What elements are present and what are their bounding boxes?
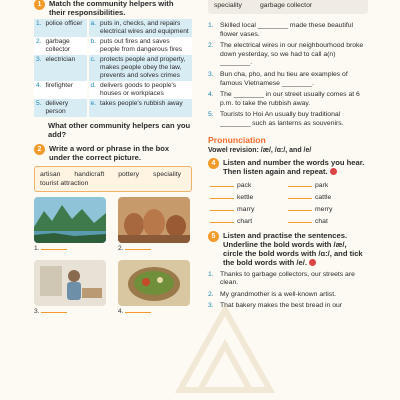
exercise-5-badge: 5 [208,231,219,242]
word-box-item: artisan [40,171,61,178]
photo-pottery [118,197,190,243]
word-pairs [210,180,368,225]
exercise-1-badge: 1 [34,0,45,10]
exercise-5-title: Listen and practise the sentences. Underline the bold words with /æ/, circle the bold words with /ɑ:/, and tick the bold words with /e/. [223,230,363,267]
exercise-2-badge: 2 [34,144,45,155]
sentence-item: 3. Bun cha, pho, and hu tieu are examples of famous Vietnamese ________. [208,70,348,87]
matching-row [34,99,192,117]
photo-bay-landscape [34,197,106,243]
word-pair-item: merry [288,204,366,213]
word-box-item: speciality [214,2,242,9]
number-blank[interactable] [288,192,312,199]
sentence-item: 2. My grandmother is a well-known artist. [208,290,336,298]
responsibility-text: delivers goods to people's houses or workplaces [98,81,192,99]
exercise-1-heading [34,0,192,17]
right-word-box [208,0,368,14]
vowel-revision-label: Vowel revision: /æ/, /ɑ:/, and /e/ [208,146,312,154]
helper-name: electrician [44,55,88,81]
answer-blank[interactable] [125,243,151,250]
word-box-item: handicraft [74,171,105,178]
word-pair-item: park [288,180,366,189]
helper-name: police officer [44,19,88,37]
matching-table [34,19,192,117]
responsibility-letter: b. [88,37,99,55]
word-box-item: garbage collector [259,2,313,9]
responsibility-letter: d. [88,81,99,99]
helper-number: 2. [34,37,44,55]
responsibility-letter: e. [88,99,99,117]
responsibility-text: puts in, checks, and repairs electrical wires and equipment [98,19,192,37]
word-pair-item: cattle [288,192,366,201]
helper-name: delivery person [44,99,88,117]
number-blank[interactable] [288,204,312,211]
followup-question: What other community helpers can you add? [48,121,191,139]
pronunciation-title: Pronunciation [208,134,266,145]
left-column [34,0,192,317]
word-pair-item: chat [288,216,366,225]
answer-blank[interactable] [41,306,67,313]
helper-name: firefighter [44,81,88,99]
number-blank[interactable] [288,216,312,223]
photo-caption: 1. [34,243,106,254]
word-box [34,166,192,192]
number-blank[interactable] [288,180,312,187]
word-box-item: pottery [118,171,140,178]
word-pair-item: chart [210,216,288,225]
exercise-4-title: Listen and number the words you hear. Then listen again and repeat. [223,157,365,176]
word-pair-item: marry [210,204,288,213]
exercise-4-badge: 4 [208,158,219,169]
exercise-4-heading [208,158,368,176]
exercise-5-heading [208,231,368,267]
number-blank[interactable] [210,216,234,223]
photo-caption: 3. [34,306,106,317]
photo-caption: 2. [118,243,190,254]
photo-grid [34,197,192,317]
helper-number: 3. [34,55,44,81]
word-pair-item: pack [210,180,288,189]
word-pair-item: kettle [210,192,288,201]
exercise-2-title: Write a word or phrase in the box under the correct picture. [49,144,170,162]
word-box-item: tourist attraction [40,180,89,187]
matching-row [34,81,192,99]
number-blank[interactable] [210,204,234,211]
photo-artisan [34,260,106,306]
responsibility-text: takes people's rubbish away [98,99,192,117]
matching-row [34,19,192,37]
audio-icon[interactable] [330,168,337,175]
answer-blank[interactable] [41,243,67,250]
sentence-item: 1. Thanks to garbage collectors, our streets are clean. [208,270,355,287]
responsibility-text: puts out fires and saves people from dangerous fires [98,37,192,55]
helper-number: 1. [34,19,44,37]
helper-number: 4. [34,81,44,99]
sentence-item: 2. The electrical wires in our neighbourhood broke down yesterday, so we had to call a(n) ________. [208,42,364,67]
exercise-1-title: Match the community helpers with their responsibilities. [49,0,174,17]
watermark-logo [170,300,280,400]
responsibility-letter: c. [88,55,99,81]
responsibility-text: protects people and property, makes people obey the law, prevents and solves crimes [98,55,192,81]
sentence-item: 4. The ________ in our street usually comes at 6 p.m. to take the rubbish away. [208,91,360,107]
exercise-2-heading [34,144,192,162]
matching-row [34,55,192,81]
number-blank[interactable] [210,180,234,187]
exercise-3-sentences [208,22,368,129]
photo-caption: 4. [118,306,190,317]
sentence-item: 3. That bakery makes the best bread in our [208,302,343,310]
number-blank[interactable] [210,192,234,199]
helper-number: 5. [34,99,44,117]
exercise-1-followup [48,121,192,139]
audio-icon[interactable] [309,259,316,266]
right-column [208,22,368,314]
word-box-item: speciality [153,171,182,178]
responsibility-letter: a. [88,19,99,37]
sentence-item: 5. Tourists to Hoi An usually buy traditional ________ such as lanterns as souvenirs. [208,111,344,127]
helper-name: garbage collector [44,37,88,55]
matching-row [34,37,192,55]
answer-blank[interactable] [125,306,151,313]
sentence-item: 1. Skilled local ________ made these beautiful flower vases. [208,22,354,38]
